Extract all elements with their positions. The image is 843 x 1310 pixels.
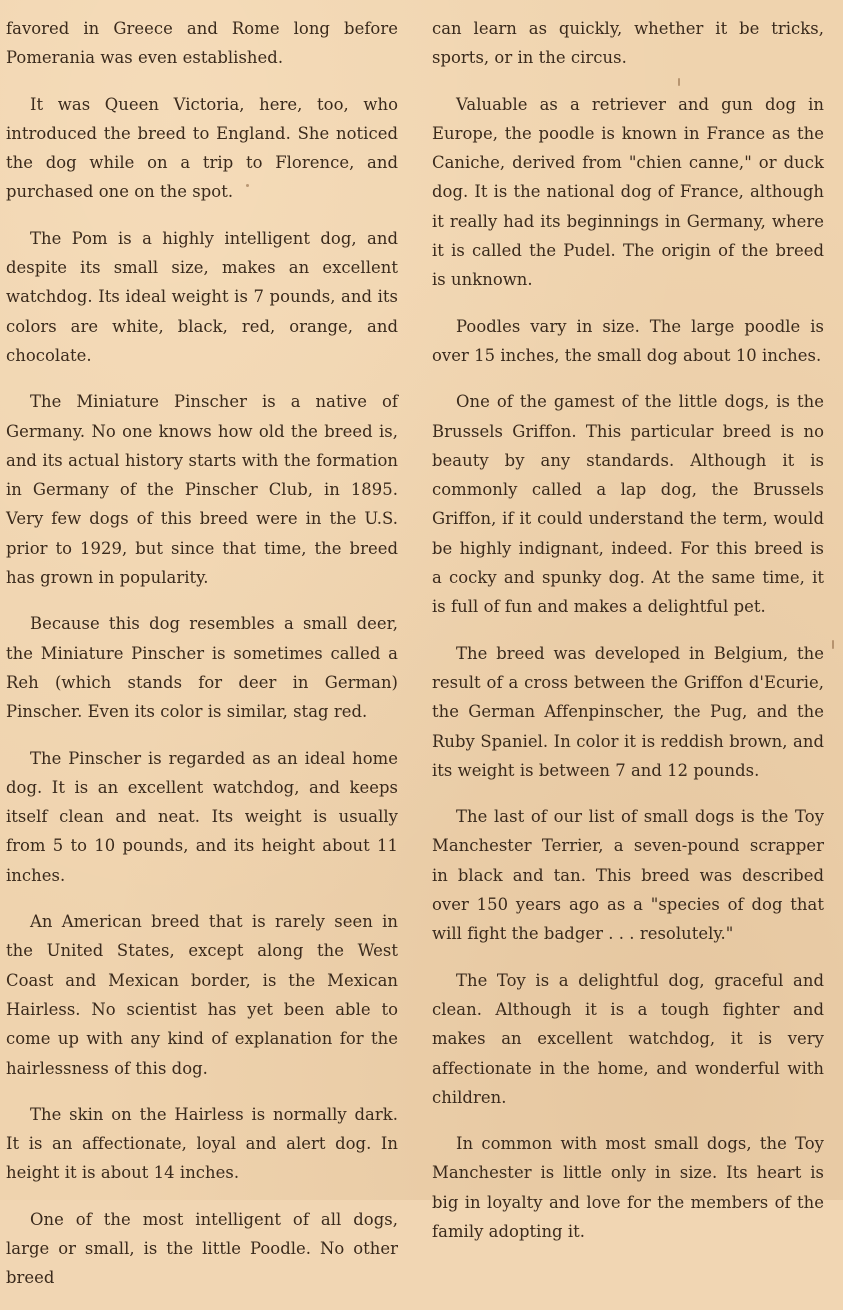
paragraph-poodle-sizes: Poodles vary in size. The large poodle is over 15 inches, the small dog about 10 inches. bbox=[432, 316, 824, 365]
paragraph-queen-victoria: It was Queen Victoria, here, too, who introduced the breed to England. She noticed the dog while on a trip to Florence, and purchased one on the spot. bbox=[6, 94, 398, 202]
paragraph-pom-watchdog: The Pom is a highly intelligent dog, and despite its small size, makes an excellent watchdog. Its ideal weight is 7 pounds, and its colors are white, black, red, orange, and chocolate. bbox=[6, 228, 398, 365]
paragraph-hairless-skin: The skin on the Hairless is normally dark. It is an affectionate, loyal and alert dog. In height it is about 14 inches. bbox=[6, 1104, 398, 1183]
paper-speck bbox=[832, 640, 834, 649]
paragraph-pom-origin-continued: favored in Greece and Rome long before Pomerania was even established. bbox=[6, 19, 398, 68]
paragraph-poodle-intro: One of the most intelligent of all dogs, large or small, is the little Poodle. No other breed bbox=[6, 1209, 398, 1288]
paragraph-mexican-hairless: An American breed that is rarely seen in the United States, except along the West Coast and Mexican border, is the Mexican Hairless. No scientist has yet been able to come up with any kind of explanation for the hairlessness of this dog. bbox=[6, 912, 398, 1078]
paragraph-poodle-france: Valuable as a retriever and gun dog in Europe, the poodle is known in France as the Caniche, derived from "chien canne," or duck dog. It is the national dog of France, although it really had its beginnings in Germany, where it is called the Pudel. The origin of the breed is unknown. bbox=[432, 94, 824, 290]
paragraph-toy-delightful: The Toy is a delightful dog, graceful and clean. Although it is a tough fighter and makes an excellent watchdog, it is very affectionate in the home, and wonderful with children. bbox=[432, 970, 824, 1107]
paragraph-pinscher-home-dog: The Pinscher is regarded as an ideal home dog. It is an excellent watchdog, and keeps itself clean and neat. Its weight is usually from 5 to 10 pounds, and its height about 11 inches. bbox=[6, 748, 398, 885]
paper-speck bbox=[246, 184, 249, 187]
paragraph-griffon-breeding: The breed was developed in Belgium, the result of a cross between the Griffon d'Ecurie, the German Affenpinscher, the Pug, and the Ruby Spaniel. In color it is reddish brown, and its weight is between 7 and 12 pounds. bbox=[432, 643, 824, 780]
paragraph-miniature-pinscher: The Miniature Pinscher is a native of Germany. No one knows how old the breed is, and its actual history starts with the formation in Germany of the Pinscher Club, in 1895. Very few dogs of this breed were in the U.S. prior to 1929, but since that time, the breed has grown in popularity. bbox=[6, 392, 398, 588]
paper-speck bbox=[678, 78, 680, 86]
paragraph-toy-manchester: The last of our list of small dogs is the Toy Manchester Terrier, a seven-pound scrapper in black and tan. This breed was described over 150 years ago as a "species of dog that will fight the badger . . . resolutely." bbox=[432, 807, 824, 944]
paragraph-poodle-learning-continued: can learn as quickly, whether it be tricks, sports, or in the circus. bbox=[432, 19, 824, 68]
right-text-column bbox=[432, 14, 824, 1263]
paragraph-toy-heart: In common with most small dogs, the Toy Manchester is little only in size. Its heart is big in loyalty and love for the members of the family adopting it. bbox=[432, 1134, 824, 1241]
paragraph-brussels-griffon: One of the gamest of the little dogs, is the Brussels Griffon. This particular breed is no beauty by any standards. Although it is commonly called a lap dog, the Brussels Griffon, if it could understand the term, would be highly indignant, indeed. For this breed is a cocky and spunky dog. At the same time, it is full of fun and makes a delightful pet. bbox=[432, 392, 824, 617]
paragraph-reh-pinscher: Because this dog resembles a small deer, the Miniature Pinscher is sometimes called a Reh (which stands for deer in German) Pinscher. Even its color is similar, stag red. bbox=[6, 614, 398, 722]
left-text-column bbox=[6, 14, 398, 1310]
